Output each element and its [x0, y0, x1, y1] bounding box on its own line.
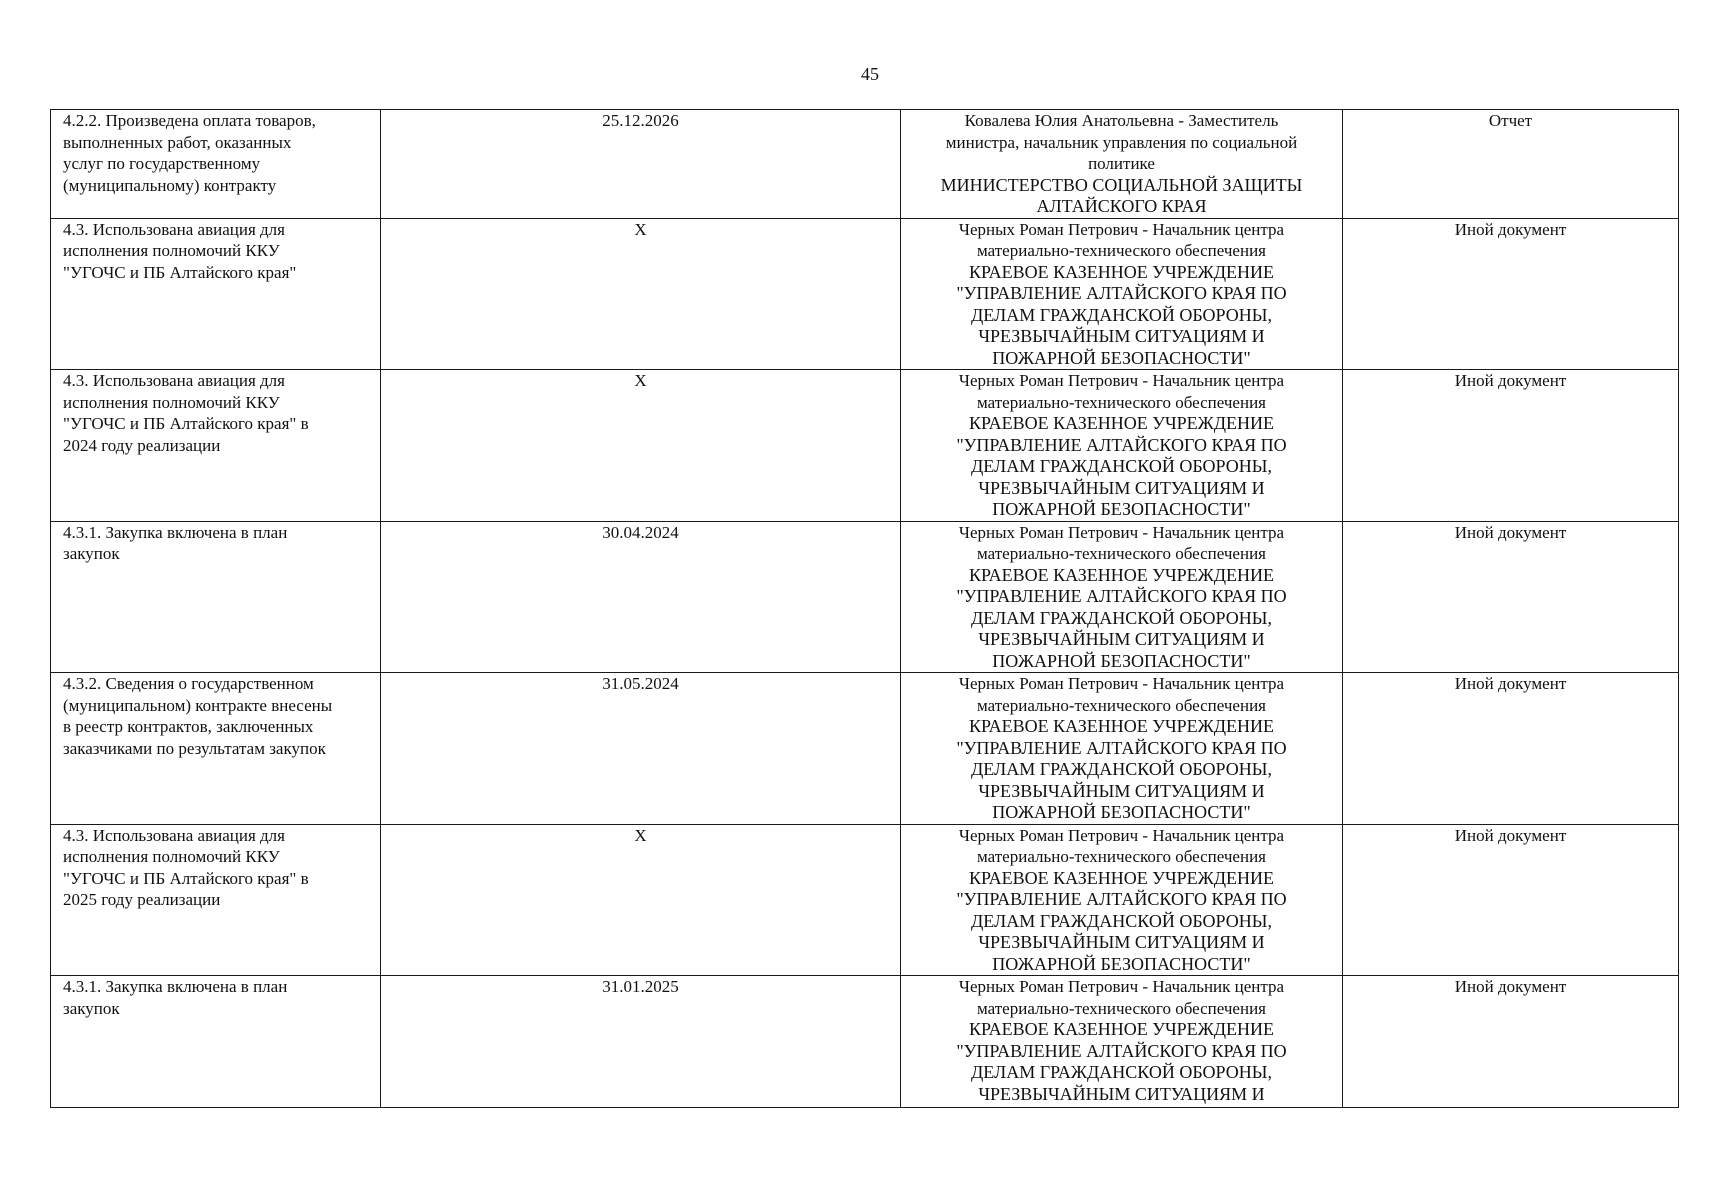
responsible-organization: КРАЕВОЕ КАЗЕННОЕ УЧРЕЖДЕНИЕ "УПРАВЛЕНИЕ АЛТАЙСКОГО КРАЯ ПО ДЕЛАМ ГРАЖДАНСКОЙ ОБОРОНЫ, ЧРЕЗВЫЧАЙНЫМ СИТУАЦИЯМ И ПОЖАРНОЙ БЕЗОПАСНОСТИ": [956, 716, 1287, 822]
responsible-cell: [901, 976, 1343, 1108]
document-type-cell: [1343, 218, 1679, 370]
table-row: [51, 218, 1679, 370]
document-type-cell: [1343, 370, 1679, 522]
responsible-organization: КРАЕВОЕ КАЗЕННОЕ УЧРЕЖДЕНИЕ "УПРАВЛЕНИЕ АЛТАЙСКОГО КРАЯ ПО ДЕЛАМ ГРАЖДАНСКОЙ ОБОРОНЫ, ЧРЕЗВЫЧАЙНЫМ СИТУАЦИЯМ И ПОЖАРНОЙ БЕЗОПАСНОСТИ": [956, 261, 1287, 368]
event-date: 25.12.2026: [602, 111, 679, 130]
event-name-cell: [51, 673, 381, 825]
document-type: Отчет: [1488, 111, 1533, 130]
responsible-person: Черных Роман Петрович - Начальник центра материально-технического обеспечения: [958, 371, 1285, 412]
date-cell: [381, 824, 901, 976]
event-name-cell: [51, 521, 381, 673]
event-date: 30.04.2024: [602, 522, 679, 542]
document-type: Иной документ: [1454, 371, 1567, 390]
table-row: [51, 976, 1679, 1108]
document-type-cell: [1343, 824, 1679, 976]
event-date: X: [634, 219, 647, 239]
document-type-cell: [1343, 673, 1679, 825]
event-date: 31.01.2025: [602, 977, 679, 996]
event-name-cell: [51, 370, 381, 522]
date-cell: [381, 521, 901, 673]
responsible-person: Черных Роман Петрович - Начальник центра материально-технического обеспечения: [958, 977, 1285, 1018]
responsible-organization: КРАЕВОЕ КАЗЕННОЕ УЧРЕЖДЕНИЕ "УПРАВЛЕНИЕ АЛТАЙСКОГО КРАЯ ПО ДЕЛАМ ГРАЖДАНСКОЙ ОБОРОНЫ, ЧРЕЗВЫЧАЙНЫМ СИТУАЦИЯМ И ПОЖАРНОЙ БЕЗОПАСНОСТИ": [956, 413, 1287, 519]
responsible-cell: [901, 824, 1343, 976]
responsible-organization: КРАЕВОЕ КАЗЕННОЕ УЧРЕЖДЕНИЕ "УПРАВЛЕНИЕ АЛТАЙСКОГО КРАЯ ПО ДЕЛАМ ГРАЖДАНСКОЙ ОБОРОНЫ, ЧРЕЗВЫЧАЙНЫМ СИТУАЦИЯМ И ПОЖАРНОЙ БЕЗОПАСНОСТИ": [956, 867, 1287, 974]
responsible-person: Ковалева Юлия Анатольевна - Заместитель министра, начальник управления по социальной политике: [945, 111, 1298, 173]
responsible-person: Черных Роман Петрович - Начальник центра материально-технического обеспечения: [958, 522, 1285, 563]
responsible-person: Черных Роман Петрович - Начальник центра материально-технического обеспечения: [958, 219, 1285, 260]
responsible-organization: КРАЕВОЕ КАЗЕННОЕ УЧРЕЖДЕНИЕ "УПРАВЛЕНИЕ АЛТАЙСКОГО КРАЯ ПО ДЕЛАМ ГРАЖДАНСКОЙ ОБОРОНЫ, ЧРЕЗВЫЧАЙНЫМ СИТУАЦИЯМ И ПОЖАРНОЙ БЕЗОПАСНОСТИ": [956, 564, 1287, 671]
event-date: X: [634, 371, 647, 390]
date-cell: [381, 976, 901, 1108]
plan-table: [50, 109, 1679, 1108]
table-row: [51, 824, 1679, 976]
responsible-person: Черных Роман Петрович - Начальник центра материально-технического обеспечения: [958, 674, 1285, 715]
responsible-cell: [901, 521, 1343, 673]
table-row: [51, 673, 1679, 825]
document-type: Иной документ: [1454, 674, 1567, 693]
event-name: 4.3.1. Закупка включена в план закупок: [63, 977, 288, 1018]
page-number: 45: [861, 64, 879, 84]
responsible-cell: [901, 110, 1343, 219]
responsible-cell: [901, 370, 1343, 522]
document-type: Иной документ: [1454, 522, 1567, 542]
date-cell: [381, 370, 901, 522]
event-date: 31.05.2024: [602, 674, 679, 693]
responsible-person: Черных Роман Петрович - Начальник центра материально-технического обеспечения: [958, 825, 1285, 866]
event-date: X: [634, 825, 647, 845]
responsible-organization: МИНИСТЕРСТВО СОЦИАЛЬНОЙ ЗАЩИТЫ АЛТАЙСКОГО КРАЯ: [940, 174, 1303, 216]
document-type: Иной документ: [1454, 977, 1567, 996]
document-type-cell: [1343, 521, 1679, 673]
date-cell: [381, 218, 901, 370]
event-name-cell: [51, 110, 381, 219]
event-name: 4.2.2. Произведена оплата товаров, выполненных работ, оказанных услуг по государственному (муниципальному) контракту: [63, 111, 316, 195]
event-name: 4.3. Использована авиация для исполнения полномочий ККУ "УГОЧС и ПБ Алтайского края" в 2025 году реализации: [63, 825, 309, 909]
date-cell: [381, 110, 901, 219]
document-type: Иной документ: [1454, 219, 1567, 239]
event-name-cell: [51, 824, 381, 976]
responsible-organization: КРАЕВОЕ КАЗЕННОЕ УЧРЕЖДЕНИЕ "УПРАВЛЕНИЕ АЛТАЙСКОГО КРАЯ ПО ДЕЛАМ ГРАЖДАНСКОЙ ОБОРОНЫ, ЧРЕЗВЫЧАЙНЫМ СИТУАЦИЯМ И: [956, 1019, 1287, 1104]
date-cell: [381, 673, 901, 825]
event-name: 4.3. Использована авиация для исполнения полномочий ККУ "УГОЧС и ПБ Алтайского края" в 2024 году реализации: [63, 371, 309, 455]
table-row: [51, 370, 1679, 522]
document-type-cell: [1343, 110, 1679, 219]
responsible-cell: [901, 218, 1343, 370]
table-row: [51, 521, 1679, 673]
event-name-cell: [51, 976, 381, 1108]
document-type-cell: [1343, 976, 1679, 1108]
table-row: [51, 110, 1679, 219]
document-type: Иной документ: [1454, 825, 1567, 845]
event-name: 4.3. Использована авиация для исполнения полномочий ККУ "УГОЧС и ПБ Алтайского края": [63, 219, 297, 282]
event-name: 4.3.1. Закупка включена в план закупок: [63, 522, 288, 563]
event-name-cell: [51, 218, 381, 370]
responsible-cell: [901, 673, 1343, 825]
event-name: 4.3.2. Сведения о государственном (муниципальном) контракте внесены в реестр контрактов, заключенных заказчиками по результатам закупок: [63, 674, 333, 758]
